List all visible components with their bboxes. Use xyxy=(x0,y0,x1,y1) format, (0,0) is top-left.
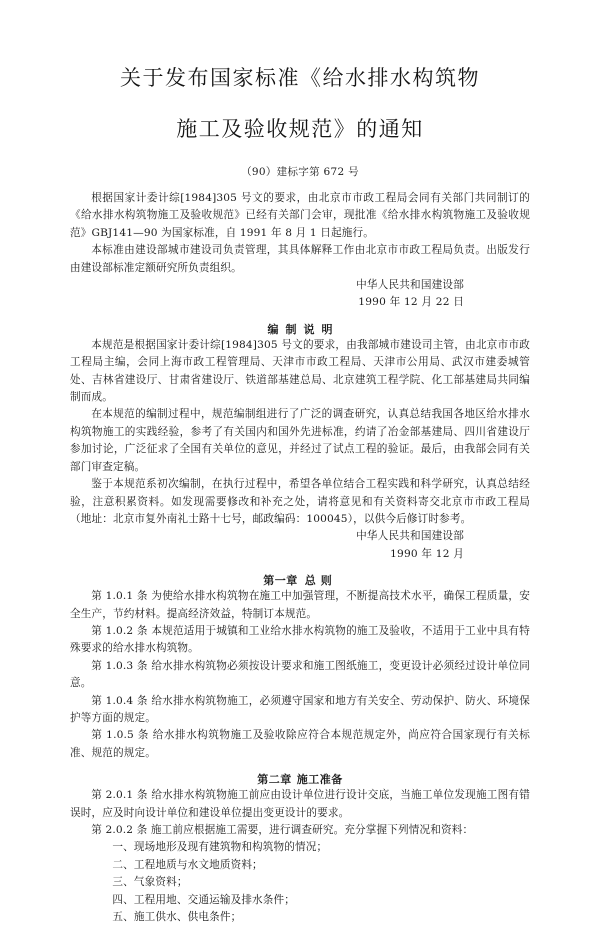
chapter-1-clause-2: 第 1.0.2 条 本规范适用于城镇和工业给水排水构筑物的施工及验收，不适用于工业中具有特殊要求的给水排水构筑物。 xyxy=(70,624,530,655)
chapter-1-number: 第一章 xyxy=(263,574,298,588)
chapter-2-heading xyxy=(70,771,530,787)
chapter-2-subitem-3: 三、气象资料； xyxy=(112,876,188,889)
chapter-1-clause-1: 第 1.0.1 条 为使给水排水构筑物在施工中加强管理，不断提高技术水平，确保工程质量，安全生产，节约材料。提高经济效益，特制订本规范。 xyxy=(70,590,530,620)
notice-paragraph-1: 根据国家计委计综[1984]305 号文的要求，由北京市市政工程局会同有关部门共同制订的《给水排水构筑物施工及验收规范》已经有关部门会审，现批准《给水排水构筑物施工及验收规范》GBJ141—90 为国家标准，自 1991 年 8 月 1 日起施行。 xyxy=(70,192,530,239)
chapter-2-subitem-1: 一、现场地形及现有建筑物和构筑物的情况； xyxy=(112,841,328,854)
chapter-2-subitem-4: 四、工程用地、交通运输及排水条件； xyxy=(112,893,296,906)
document-number: （90）建标字第 672 号 xyxy=(241,166,359,178)
compilation-paragraph-1: 本规范是根据国家计委计综[1984]305 号文的要求，由我部城市建设司主管，由北京市市政工程局主编，会同上海市政工程管理局、天津市市政工程局、天津市公用局、武汉市建委城管处、吉林省建设厅、甘肃省建设厅、铁道部基建总局、北京建筑工程学院、化工部基建局共同编制而成。 xyxy=(70,338,530,404)
document-title-line-2: 施工及验收规范》的通知 xyxy=(176,117,424,141)
chapter-1-heading xyxy=(70,572,530,588)
signature-date-2: 1990 年 12 月 xyxy=(390,547,464,560)
chapter-1-name: 总则 xyxy=(304,574,337,588)
chapter-2-subitem-2: 二、工程地质与水文地质资料； xyxy=(112,858,263,871)
compilation-paragraph-2: 在本规范的编制过程中，规范编制组进行了广泛的调查研究，认真总结我国各地区给水排水构筑物施工的实践经验，参考了有关国内和国外先进标准，约请了冶金部基建局、四川省建设厅参加讨论，广泛征求了全国有关单位的意见，并经过了试点工程的验证。最后，由我部会同有关部门审查定稿。 xyxy=(70,408,530,473)
chapter-2-name: 施工准备 xyxy=(296,773,343,787)
signature-organization-2: 中华人民共和国建设部 xyxy=(356,530,464,543)
document-content xyxy=(70,0,530,926)
document-title-line-1: 关于发布国家标准《给水排水构筑物 xyxy=(120,66,480,90)
chapter-2-subitem-5: 五、施工供水、供电条件； xyxy=(112,911,242,924)
chapter-2-number: 第二章 xyxy=(257,773,292,787)
chapter-1-clause-3: 第 1.0.3 条 给水排水构筑物必须按设计要求和施工图纸施工，变更设计必须经过设计单位同意。 xyxy=(70,659,530,690)
signature-organization-1: 中华人民共和国建设部 xyxy=(356,279,464,292)
compilation-paragraph-3: 鉴于本规范系初次编制，在执行过程中，希望各单位结合工程实践和科学研究，认真总结经验，注意积累资料。如发现需要修改和补充之处，请将意见和有关资料寄交北京市市政工程局（地址：北京市复外南礼士路十七号，邮政编码：100045），以供今后修订时参考。 xyxy=(70,478,530,525)
signature-date-1: 1990 年 12 月 22 日 xyxy=(358,296,464,309)
chapter-1-clause-4: 第 1.0.4 条 给水排水构筑物施工，必须遵守国家和地方有关安全、劳动保护、防火、环境保护等方面的规定。 xyxy=(70,694,530,724)
notice-paragraph-2: 本标准由建设部城市建设司负责管理，其具体解释工作由北京市市政工程局负责。出版发行由建设部标准定额研究所负责组织。 xyxy=(70,244,530,274)
chapter-2-clause-2: 第 2.0.2 条 施工前应根据施工需要，进行调查研究。充分掌握下列情况和资料： xyxy=(91,824,474,836)
chapter-1-clause-5: 第 1.0.5 条 给水排水构筑物施工及验收除应符合本规范规定外，尚应符合国家现行有关标准、规范的规定。 xyxy=(70,729,530,759)
chapter-2-clause-1: 第 2.0.1 条 给水排水构筑物施工前应由设计单位进行设计交底，当施工单位发现施工图有错误时，应及时向设计单位和建设单位提出变更设计的要求。 xyxy=(70,789,530,819)
compilation-notes-heading: 编制说明 xyxy=(267,322,340,336)
